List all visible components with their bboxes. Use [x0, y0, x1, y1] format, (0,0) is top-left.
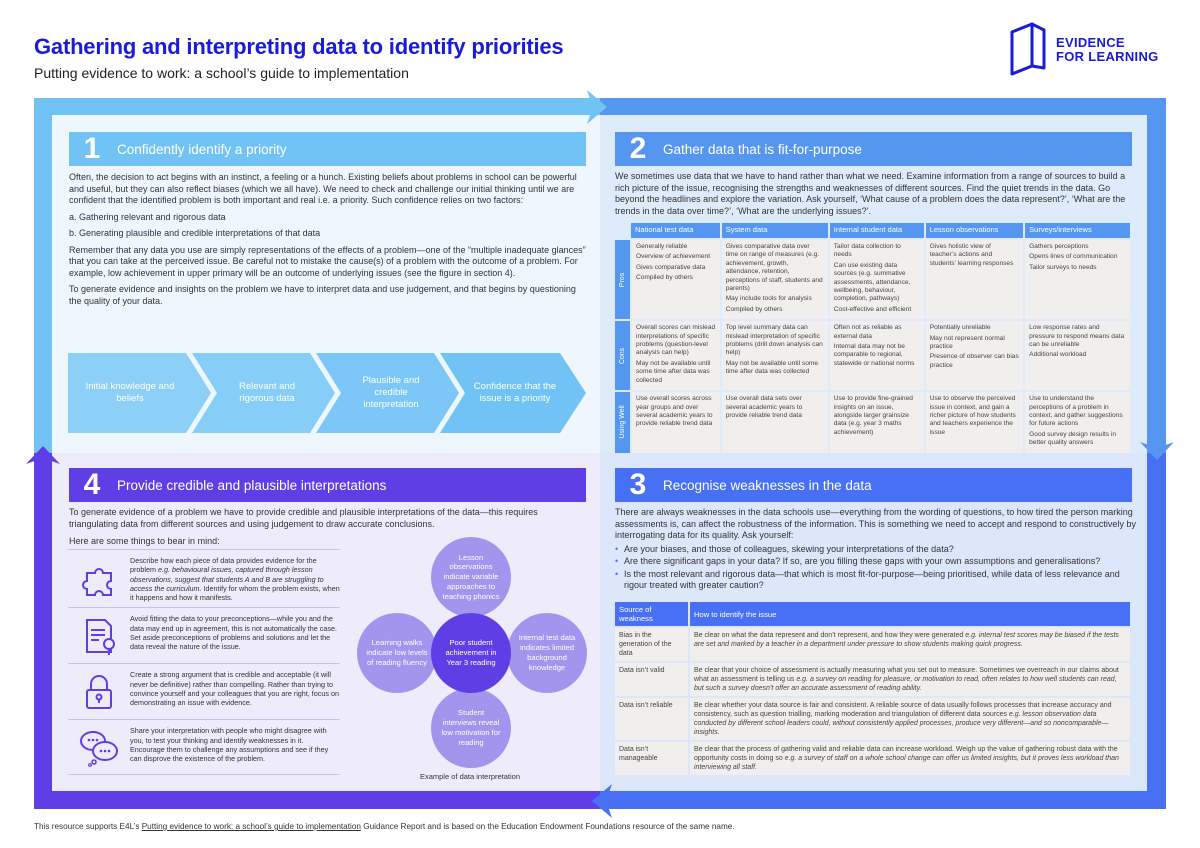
column-header: Source of weakness: [615, 602, 689, 627]
column-header: Surveys/interviews: [1024, 223, 1131, 239]
section-3-header: [615, 468, 1132, 502]
tip-item: Describe how each piece of data provides evidence for the problem e.g. behavioural issues, captured through lesson observations, suggest that students A and B are struggling to access the curriculum. Identify for whom the problem exists, when it happens and how it manifests.: [68, 549, 340, 607]
tip-item: Avoid fitting the data to your preconceptions—while you and the data may end up in agreement, this is not automatically the case. Set aside preconceptions of problems and solutions and let the data reveal the nature of the issue.: [68, 607, 340, 663]
section-3-number: 3: [629, 468, 647, 501]
circle-learning-walks: Learning walks indicate low levels of reading fluency: [357, 613, 437, 693]
column-header: National test data: [631, 223, 721, 239]
page-subtitle: Putting evidence to work: a school’s guide to implementation: [34, 65, 409, 81]
section-2-header: [615, 132, 1132, 166]
table-cell: Use to observe the perceived issue in context, and gain a richer picture of how students and teachers experience the issue: [925, 391, 1024, 452]
section-4-intro: To generate evidence of a problem we have to provide credible and plausible interpretations of the data—this requires triangulating data from different sources and using judgement to draw accurate conclusions. Here are some things to bear in mind:: [69, 507, 589, 553]
section-2-title: Gather data that is fit-for-purpose: [663, 141, 862, 157]
diagram-caption: Example of data interpretation: [419, 772, 521, 781]
chevron-step-4: Confidence that the issue is a priority: [473, 381, 557, 404]
table-row: Bias in the generation of the data Be clear on what the data represent and don’t represent, and how they were generated e.g. internal test scores may be biased if the tests are set and marked by a teacher in a department under pressure to show students making quick progress.: [615, 627, 1131, 662]
question-item: • Are there significant gaps in your data? If so, are you filling these gaps with your own assumptions and generalisations?: [615, 556, 1140, 568]
question-item: • Is the most relevant and rigorous data—that which is most fit-for-purpose—being prioritised, while data of less relevance and rigour treated with greater caution?: [615, 569, 1140, 592]
table-row: Data isn’t manageable Be clear that the process of gathering valid and reliable data can increase workload. Weigh up the value of gathering robust data with the opportunity costs in doing so e.g. a survey of staff on a whole school change can offer us limited insights, but it proves less workload than interviewing all staff.: [615, 741, 1131, 775]
question-item: • Are your biases, and those of colleagues, skewing your interpretations of the data?: [615, 544, 1140, 556]
logo-line-2: FOR LEARNING: [1056, 49, 1159, 64]
arrow-left-icon: [584, 784, 614, 818]
table-cell: Use to provide fine-grained insights on an issue, alongside larger grainsize data (e.g. year 3 maths achievement): [829, 391, 925, 452]
section-1-paragraph: Often, the decision to act begins with an instinct, a feeling or a hunch. Existing beliefs about problems in school can be powerful and useful, but they can also reflect biases (which we all have). We need to check and challenge our initial thinking until we are confident that the identified problem is both important and real i.e. a priority. Such confidence relies on two factors:: [69, 172, 577, 205]
evidence-for-learning-logo: [1008, 22, 1159, 78]
table-row: Data isn’t reliable Be clear whether your data source is fair and consistent. A reliable source of data usually follows processes that increase accuracy and consistency, such as question trialling, marking moderation and triangulation of different data sources e.g. lesson observation data conducted by different school leaders could, without consistently applied processes, produce very different—and so noncomparable—insights.: [615, 697, 1131, 741]
page-title: Gathering and interpreting data to identify priorities: [34, 34, 564, 59]
document-search-icon: [68, 613, 130, 658]
section-2-number: 2: [629, 132, 647, 165]
tips-list: [68, 549, 340, 775]
table-row: Data isn’t valid Be clear that your choice of assessment is actually measuring what you set out to measure. Sometimes we overreach in our claims about what an assessment is telling us e.g. a survey on reading for pleasure, or motivation to read, often relates to how well students can read, but such a survey doesn’t offer an accurate assessment of reading ability.: [615, 662, 1131, 697]
table-cell: Generally reliable Overview of achievement Gives comparative data Compiled by others: [631, 239, 721, 320]
tip-item: Create a strong argument that is credible and acceptable (it will never be definitive) rather than compelling. Rather than trying to convince yourself and your colleagues that you are right, focus on demonstrating an issue with evidence.: [68, 663, 340, 719]
section-1-factor-b: b. Generating plausible and credible interpretations of that data: [69, 228, 321, 238]
table-cell: Top level summary data can mislead interpretation of specific problems (drill down analysis can help) May not be available until some time after data was collected: [721, 320, 829, 391]
column-header: How to identify the issue: [689, 602, 1131, 627]
row-label: Pros: [615, 239, 631, 320]
section-4-number: 4: [83, 468, 101, 501]
circle-center-problem: Poor student achievement in Year 3 reading: [431, 613, 511, 693]
footer-note: This resource supports E4L’s Putting evidence to work: a school’s guide to implementation Guidance Report and is based on the Education Endowment Foundations resource of the same name.: [34, 822, 735, 831]
speech-bubbles-icon: [68, 725, 130, 769]
circle-internal-test-data: Internal test data indicates limited background knowledge: [507, 613, 587, 693]
column-header: Internal student data: [829, 223, 925, 239]
circle-student-interviews: Student interviews reveal low motivation for reading: [431, 688, 511, 768]
table-cell: Often not as reliable as external data Internal data may not be comparable to regional, statewide or national norms: [829, 320, 925, 391]
row-label: Cons: [615, 320, 631, 391]
table-cell: Overall scores can mislead interpretations of specific problems (question-level analysis can help) May not be available until some time after data was collected: [631, 320, 721, 391]
column-header: Lesson observations: [925, 223, 1024, 239]
weakness-table: [615, 602, 1132, 775]
table-cell: Gathers perceptions Opens lines of communication Tailor surveys to needs: [1024, 239, 1131, 320]
guidance-report-link[interactable]: Putting evidence to work: a school’s guide to implementation: [141, 822, 361, 831]
circle-lesson-observations: Lesson observations indicate variable approaches to teaching phonics: [431, 537, 511, 617]
table-cell: Use overall scores across year groups and over several academic years to provide reliable trend data: [631, 391, 721, 452]
section-1-title: Confidently identify a priority: [117, 141, 287, 157]
section-1-paragraph: Remember that any data you use are simply representations of the effects of a problem—one of the “multiple inadequate glances” that you can take at the perceived issue. Be careful not to mistake the cause(s) of a problem with the outcome of a problem. For example, low achievement in upper primary will be an outcome of underlying issues (see the figure in section 4).: [69, 244, 586, 278]
section-1-factor-a: a. Gathering relevant and rigorous data: [69, 211, 226, 222]
process-chevrons: [68, 353, 588, 433]
table-cell: Use overall data sets over several academic years to provide reliable trend data: [721, 391, 829, 452]
table-cell: Low response rates and pressure to respond means data can be unreliable Additional workload: [1024, 320, 1131, 391]
puzzle-icon: [68, 555, 130, 602]
section-1-header: [69, 132, 586, 166]
arrow-right-icon: [585, 90, 615, 124]
table-cell: Potentially unreliable May not represent normal practice Presence of observer can bias practice: [925, 320, 1024, 391]
table-cell: Gives comparative data over time on range of measures (e.g. achievement, growth, attendance, retention, perceptions of staff, students and parents) May include tools for analysis Compiled by others: [721, 239, 829, 320]
row-label: Using Well: [615, 391, 631, 452]
section-3-title: Recognise weaknesses in the data: [663, 477, 872, 493]
section-3-body: There are always weaknesses in the data schools use—everything from the wording of questions, to how tired the person marking assessments is, can affect the robustness of the information. This is something we need to accept and respond to constructively by interrogating data for its quality. Ask yourself: • Are your biases, and those of colleagues, skewing your interpretations of the data? • Are there significant gaps in your data? If so, are you filling these gaps with your own assumptions and generalisations? • Is the most relevant and rigorous data—that which is most fit-for-purpose—being prioritised, while data of less relevance and rigour treated with greater caution?: [615, 507, 1140, 593]
table-row-cons: [615, 320, 1131, 391]
section-4-lead: Here are some things to bear in mind:: [69, 536, 220, 546]
section-4-title: Provide credible and plausible interpretations: [117, 477, 387, 493]
table-cell: Tailor data collection to needs Can use existing data sources (e.g. summative assessments, attendance, wellbeing, behaviour, completion, pathways) Cost-effective and efficient: [829, 239, 925, 320]
tip-item: Share your interpretation with people who might disagree with you, to test your thinking and identify weaknesses in it. Encourage them to challenge any assumptions and see if they can disprove the existence of the problem.: [68, 719, 340, 775]
arrow-up-icon: [26, 440, 60, 466]
padlock-icon: [68, 669, 130, 714]
section-2-intro: We sometimes use data that we have to hand rather than what we need. Examine information from a range of sources to build a rich picture of the issue, recognising the strengths and weaknesses of different sources. Find the quiet trends in the data. Go beyond the headlines and explore the variation. Ask yourself, ‘What cause of a problem does the data represent?’, ‘What are the trends in the data over time?’, ‘What are the underlying issues?’.: [615, 171, 1126, 216]
chevron-step-1: Initial knowledge and beliefs: [85, 381, 175, 404]
section-1-paragraph: To generate evidence and insights on the problem we have to interpret data and use judgement, and that begins by questioning the quality of your data.: [69, 284, 576, 306]
arrow-down-icon: [1140, 440, 1174, 466]
data-sources-table: [615, 223, 1132, 453]
table-cell: Gives holistic view of teacher’s actions and students’ learning responses: [925, 239, 1024, 320]
chevron-step-3: Plausible and credible interpretation: [362, 375, 420, 410]
logo-line-1: EVIDENCE: [1056, 35, 1125, 50]
table-row-pros: [615, 239, 1131, 320]
column-header: System data: [721, 223, 829, 239]
section-4-header: [69, 468, 586, 502]
open-book-logo-icon: [1008, 22, 1048, 78]
question-list: [615, 544, 1140, 592]
section-1-number: 1: [83, 132, 101, 165]
table-cell: Use to understand the perceptions of a problem in context, and gather suggestions for future actions Good survey design results in better quality answers: [1024, 391, 1131, 452]
chevron-step-2: Relevant and rigorous data: [239, 381, 295, 404]
section-1-body: [69, 172, 589, 312]
table-row-using-well: [615, 391, 1131, 452]
